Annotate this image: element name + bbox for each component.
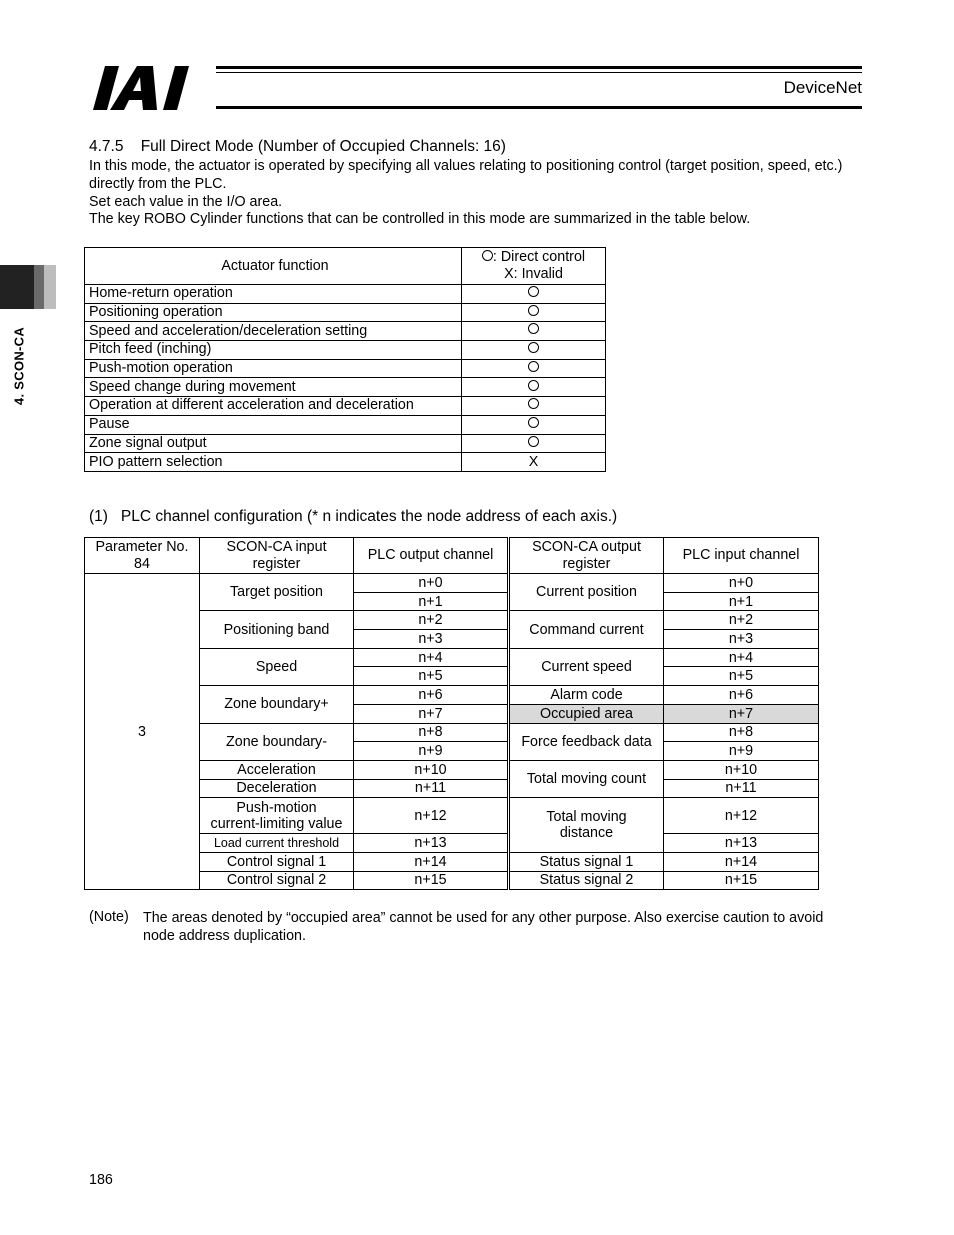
function-name: Positioning operation	[85, 303, 462, 322]
table-row	[85, 285, 606, 304]
output-channel: n+0	[354, 574, 509, 593]
output-register: Command current	[509, 611, 664, 648]
function-name: Pitch feed (inching)	[85, 341, 462, 360]
input-channel: n+2	[664, 611, 819, 630]
input-channel: n+1	[664, 592, 819, 611]
input-register: Zone boundary+	[200, 686, 354, 723]
circle-icon	[528, 286, 539, 297]
intro-paragraph: In this mode, the actuator is operated by specifying all values relating to positioning control (target position, speed, etc.) directly from the PLC.	[89, 158, 843, 192]
header-plc-input: PLC input channel	[664, 538, 819, 574]
table-row	[85, 322, 606, 341]
circle-icon	[528, 305, 539, 316]
table-row	[85, 303, 606, 322]
output-channel: n+10	[354, 760, 509, 779]
output-channel: n+1	[354, 592, 509, 611]
direct-control-mark	[462, 285, 606, 304]
output-register: Force feedback data	[509, 723, 664, 760]
direct-control-mark	[462, 415, 606, 434]
function-name: Home-return operation	[85, 285, 462, 304]
function-name: Speed and acceleration/deceleration setting	[85, 322, 462, 341]
output-register: Total moving count	[509, 760, 664, 797]
circle-icon	[528, 417, 539, 428]
input-channel: n+6	[664, 686, 819, 705]
input-register: Push-motion current-limiting value	[200, 798, 354, 834]
intro-paragraph: The key ROBO Cylinder functions that can be controlled in this mode are summarized in the table below.	[89, 211, 751, 228]
input-channel: n+7	[664, 704, 819, 723]
chapter-tab-block	[0, 265, 34, 309]
input-channel: n+5	[664, 667, 819, 686]
output-channel: n+5	[354, 667, 509, 686]
output-register: Alarm code	[509, 686, 664, 705]
chapter-tab-stripe	[34, 265, 44, 309]
header-function: Actuator function	[85, 248, 462, 285]
input-register: Deceleration	[200, 779, 354, 798]
output-register: Total moving distance	[509, 798, 664, 853]
input-register: Acceleration	[200, 760, 354, 779]
plc-channel-table	[84, 537, 819, 890]
input-channel: n+9	[664, 742, 819, 761]
function-table	[84, 247, 606, 472]
function-name: Push-motion operation	[85, 359, 462, 378]
input-channel: n+8	[664, 723, 819, 742]
header-legend: : Direct control X: Invalid	[462, 248, 606, 285]
input-register: Load current threshold	[200, 834, 354, 853]
table-row	[85, 378, 606, 397]
function-name: Zone signal output	[85, 434, 462, 453]
note-label: (Note)	[89, 909, 129, 925]
function-name: Operation at different acceleration and deceleration	[85, 397, 462, 416]
input-register: Speed	[200, 648, 354, 685]
table-row	[85, 341, 606, 360]
direct-control-mark	[462, 359, 606, 378]
function-name: PIO pattern selection	[85, 453, 462, 472]
output-channel: n+13	[354, 834, 509, 853]
circle-icon	[528, 380, 539, 391]
header-rule	[216, 66, 862, 112]
output-channel: n+11	[354, 779, 509, 798]
output-channel: n+7	[354, 704, 509, 723]
input-channel: n+11	[664, 779, 819, 798]
output-channel: n+8	[354, 723, 509, 742]
output-channel: n+6	[354, 686, 509, 705]
input-channel: n+4	[664, 648, 819, 667]
invalid-mark: X	[462, 453, 606, 472]
output-channel: n+12	[354, 798, 509, 834]
direct-control-mark	[462, 341, 606, 360]
circle-icon	[482, 250, 493, 261]
section-heading: 4.7.5 Full Direct Mode (Number of Occupied Channels: 16)	[89, 138, 506, 155]
circle-icon	[528, 361, 539, 372]
input-channel: n+15	[664, 871, 819, 890]
table-row	[85, 397, 606, 416]
output-channel: n+9	[354, 742, 509, 761]
output-register-occupied: Occupied area	[509, 704, 664, 723]
input-register: Zone boundary-	[200, 723, 354, 760]
intro-text	[89, 158, 889, 229]
output-channel: n+15	[354, 871, 509, 890]
input-channel: n+13	[664, 834, 819, 853]
chapter-tab-stripe-light	[44, 265, 56, 309]
header-input-register: SCON-CA input register	[200, 538, 354, 574]
table-header-row	[85, 248, 606, 285]
input-register: Control signal 2	[200, 871, 354, 890]
output-register: Current position	[509, 574, 664, 611]
intro-paragraph: Set each value in the I/O area.	[89, 193, 283, 210]
output-channel: n+3	[354, 630, 509, 649]
output-register: Current speed	[509, 648, 664, 685]
circle-icon	[528, 398, 539, 409]
iai-logo	[93, 66, 213, 112]
output-channel: n+14	[354, 852, 509, 871]
direct-control-mark	[462, 378, 606, 397]
table-row	[85, 359, 606, 378]
output-channel: n+2	[354, 611, 509, 630]
input-register: Target position	[200, 574, 354, 611]
table-header-row	[85, 538, 819, 574]
circle-icon	[528, 342, 539, 353]
output-channel: n+4	[354, 648, 509, 667]
function-name: Speed change during movement	[85, 378, 462, 397]
page-number: 186	[89, 1172, 113, 1188]
function-name: Pause	[85, 415, 462, 434]
table-row	[85, 453, 606, 472]
direct-control-mark	[462, 303, 606, 322]
output-register: Status signal 1	[509, 852, 664, 871]
direct-control-mark	[462, 322, 606, 341]
direct-control-mark	[462, 434, 606, 453]
circle-icon	[528, 436, 539, 447]
input-register: Control signal 1	[200, 852, 354, 871]
input-channel: n+0	[664, 574, 819, 593]
param-value: 3	[85, 574, 200, 890]
direct-control-mark	[462, 397, 606, 416]
plc-config-heading: (1) PLC channel configuration (* n indicates the node address of each axis.)	[89, 508, 618, 525]
input-channel: n+3	[664, 630, 819, 649]
input-channel: n+10	[664, 760, 819, 779]
table-row	[85, 574, 819, 593]
output-register: Status signal 2	[509, 871, 664, 890]
header-plc-output: PLC output channel	[354, 538, 509, 574]
header-title: DeviceNet	[783, 78, 862, 97]
header-output-register: SCON-CA output register	[509, 538, 664, 574]
table-row	[85, 434, 606, 453]
table-row	[85, 415, 606, 434]
input-channel: n+14	[664, 852, 819, 871]
header-param: Parameter No. 84	[85, 538, 200, 574]
chapter-tab-label: 4. SCON-CA	[11, 326, 27, 406]
circle-icon	[528, 323, 539, 334]
note-text: The areas denoted by “occupied area” cannot be used for any other purpose. Also exercise caution to avoid node address duplication.	[143, 910, 824, 944]
input-register: Positioning band	[200, 611, 354, 648]
input-channel: n+12	[664, 798, 819, 834]
